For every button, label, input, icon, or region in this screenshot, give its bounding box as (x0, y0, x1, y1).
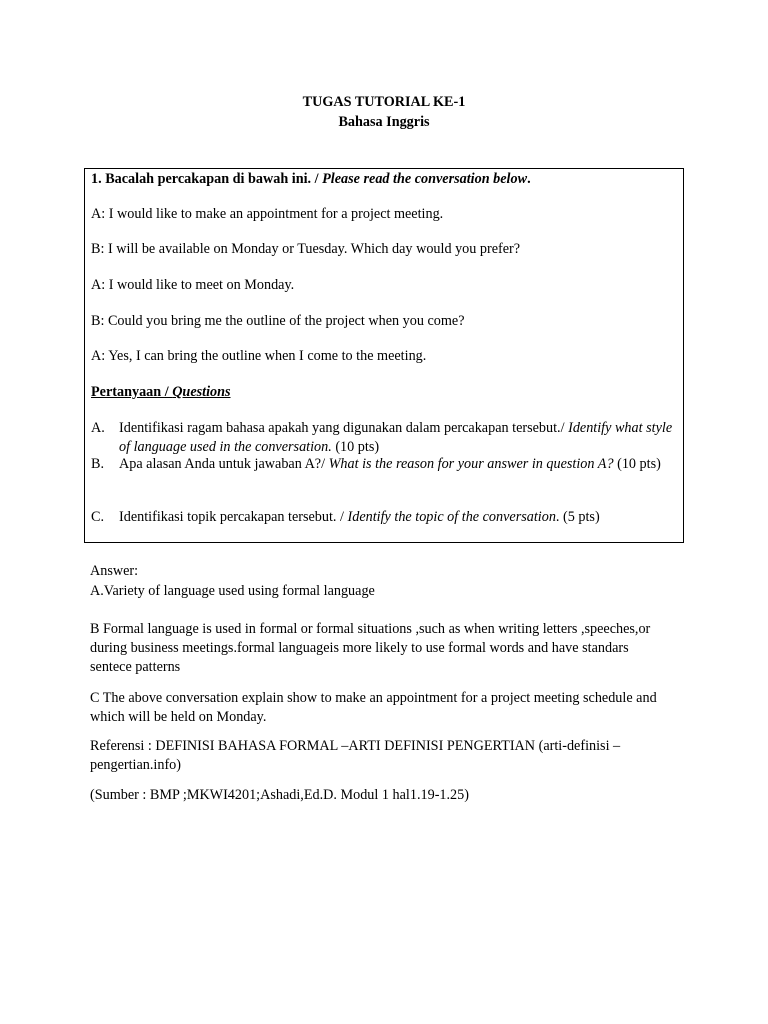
conversation-line: B: I will be available on Monday or Tuesday. Which day would you prefer? (91, 241, 521, 257)
task-heading (91, 171, 531, 188)
answer-b: B Formal language is used in formal or formal situations ,such as when writing letters ,speeches,or during business meetings.formal languageis more likely to use formal words and have standars sentece patterns (90, 621, 651, 675)
source-text: (Sumber : BMP ;MKWI4201;Ashadi,Ed.D. Modul 1 hal1.19-1.25) (90, 787, 469, 803)
questions-heading-en: Questions (172, 384, 231, 400)
question-item (91, 455, 681, 474)
question-points: (10 pts) (331, 438, 380, 455)
answer-label: Answer: (90, 563, 139, 579)
questions-heading-id: Pertanyaan / (91, 384, 173, 400)
question-marker: B. (91, 456, 105, 472)
conversation-line: A: I would like to make an appointment for a project meeting. (91, 206, 444, 222)
document-header (0, 93, 768, 132)
question-text-id: Identifikasi topik percakapan tersebut. / (119, 509, 348, 525)
question-text-en: Identify what style of language used in the conversation. (119, 420, 673, 455)
task-heading-id: 1. Bacalah percakapan di bawah ini. / (91, 171, 323, 187)
questions-heading (91, 384, 231, 401)
conversation-line: B: Could you bring me the outline of the project when you come? (91, 313, 465, 329)
question-text (119, 419, 681, 456)
question-text-id: Identifikasi ragam bahasa apakah yang digunakan dalam percakapan tersebut./ (119, 420, 569, 436)
question-text-en: Identify the topic of the conversation (347, 509, 556, 525)
question-text (119, 455, 681, 474)
document-subtitle: Bahasa Inggris (338, 113, 430, 130)
document-title: TUGAS TUTORIAL KE-1 (302, 94, 466, 110)
question-marker: C. (91, 509, 105, 525)
answer-a: A.Variety of language used using formal language (90, 583, 375, 599)
question-points: . (5 pts) (555, 509, 600, 525)
question-item (91, 508, 681, 527)
question-text-en: What is the reason for your answer in question A? (328, 456, 614, 472)
reference-text: Referensi : DEFINISI BAHASA FORMAL –ARTI DEFINISI PENGERTIAN (arti-definisi –pengertian.info) (90, 738, 621, 773)
question-marker: A. (91, 420, 105, 436)
conversation-line: A: Yes, I can bring the outline when I come to the meeting. (91, 348, 427, 364)
task-heading-end: . (527, 171, 531, 187)
question-points: (10 pts) (613, 456, 661, 472)
question-item (91, 419, 681, 456)
task-heading-en: Please read the conversation below (322, 171, 528, 187)
answer-c: C The above conversation explain show to make an appointment for a project meeting schedule and which will be held on Monday. (90, 690, 657, 725)
conversation-line: A: I would like to meet on Monday. (91, 277, 295, 293)
task-box (84, 168, 684, 543)
question-text-id: Apa alasan Anda untuk jawaban A?/ (119, 456, 329, 472)
question-text (119, 508, 681, 527)
